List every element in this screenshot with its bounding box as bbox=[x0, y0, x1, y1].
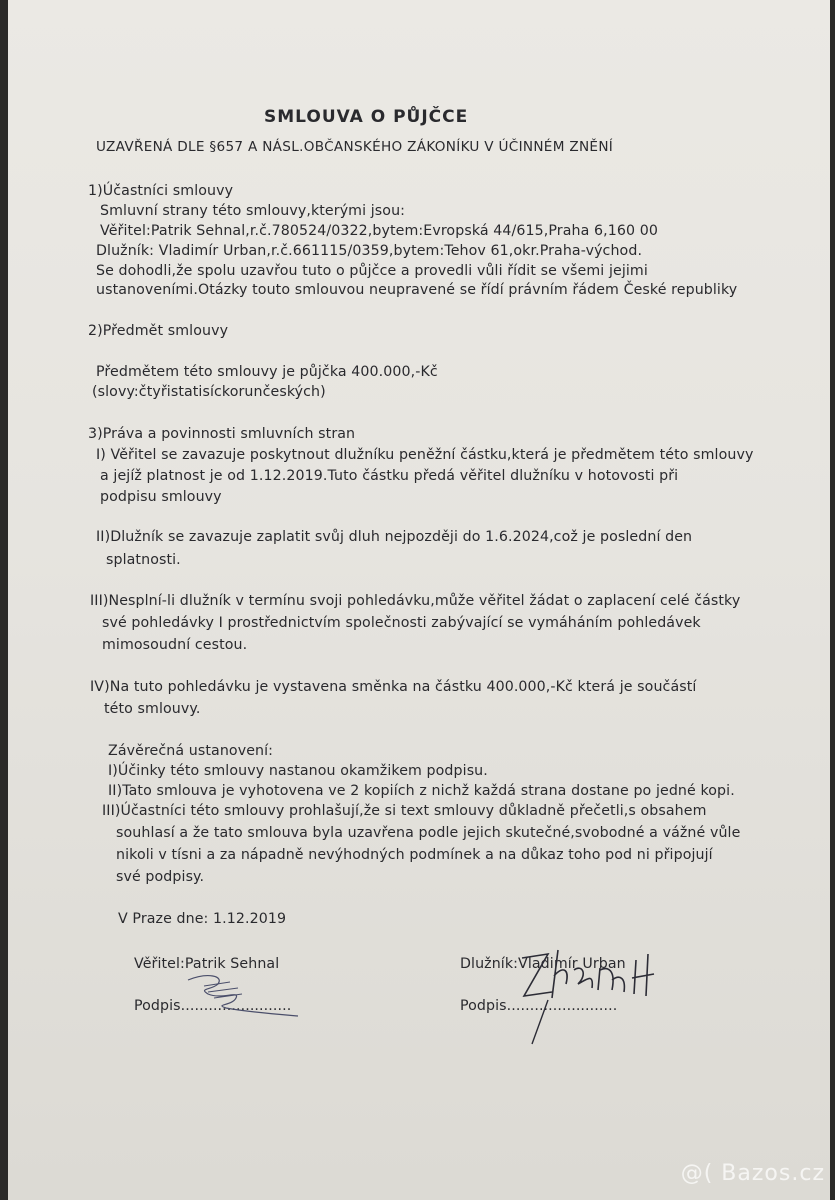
closing-line: III)Účastníci této smlouvy prohlašují,že si text smlouvy důkladně přečetli,s obsahem bbox=[102, 803, 707, 819]
debtor-signature bbox=[508, 940, 668, 1050]
section3-p4-line: této smlouvy. bbox=[104, 701, 201, 717]
document-subtitle: UZAVŘENÁ DLE §657 A NÁSL.OBČANSKÉHO ZÁKONÍKU V ÚČINNÉM ZNĚNÍ bbox=[96, 139, 614, 155]
closing-line: souhlasí a že tato smlouva byla uzavřena podle jejich skutečné,svobodné a vážné vůle bbox=[116, 825, 741, 841]
debtor-signature-line: Podpis........................ bbox=[460, 998, 618, 1014]
section3-heading: 3)Práva a povinnosti smluvních stran bbox=[88, 426, 356, 442]
section2-heading: 2)Předmět smlouvy bbox=[88, 323, 229, 339]
section3-p2-line: splatnosti. bbox=[106, 552, 181, 568]
section3-p1-line: podpisu smlouvy bbox=[100, 489, 222, 505]
section1-line: Dlužník: Vladimír Urban,r.č.661115/0359,bytem:Tehov 61,okr.Praha-východ. bbox=[96, 243, 643, 259]
section1-heading: 1)Účastníci smlouvy bbox=[88, 183, 234, 199]
closing-line: nikoli v tísni a za nápadně nevýhodných podmínek a na důkaz toho pod ni připojují bbox=[116, 847, 713, 863]
section3-p1-line: a jejíž platnost je od 1.12.2019.Tuto částku předá věřitel dlužníku v hotovosti při bbox=[100, 468, 679, 484]
creditor-signature bbox=[178, 968, 308, 1020]
creditor-signature-line: Podpis........................ bbox=[134, 998, 292, 1014]
section3-p4-line: IV)Na tuto pohledávku je vystavena směnka na částku 400.000,-Kč která je součástí bbox=[90, 679, 697, 695]
section1-line: Smluvní strany této smlouvy,kterými jsou: bbox=[100, 203, 406, 219]
debtor-label: Dlužník:Vladimír Urban bbox=[460, 956, 626, 972]
section1-line: Se dohodli,že spolu uzavřou tuto o půjčce a provedli vůli řídit se všemi jejimi bbox=[96, 263, 648, 279]
closing-line: II)Tato smlouva je vyhotovena ve 2 kopiích z nichž každá strana dostane po jedné kopi. bbox=[108, 783, 735, 799]
section2-line: (slovy:čtyřistatisíckorunčeských) bbox=[92, 384, 326, 400]
section3-p3-line: III)Nesplní-li dlužník v termínu svoji pohledávku,může věřitel žádat o zaplacení celé částky bbox=[90, 593, 741, 609]
section2-line: Předmětem této smlouvy je půjčka 400.000,-Kč bbox=[96, 364, 438, 380]
section3-p3-line: mimosoudní cestou. bbox=[102, 637, 248, 653]
closing-line: I)Účinky této smlouvy nastanou okamžikem podpisu. bbox=[108, 763, 488, 779]
section3-p1-line: I) Věřitel se zavazuje poskytnout dlužníku peněžní částku,která je předmětem této smlouvy bbox=[96, 447, 754, 463]
section1-line: Věřitel:Patrik Sehnal,r.č.780524/0322,bytem:Evropská 44/615,Praha 6,160 00 bbox=[100, 223, 659, 239]
section1-line: ustanoveními.Otázky touto smlouvou neupravené se řídí právním řádem České republiky bbox=[96, 282, 738, 298]
closing-line: své podpisy. bbox=[116, 869, 205, 885]
creditor-label: Věřitel:Patrik Sehnal bbox=[134, 956, 280, 972]
bazos-watermark: @( Bazos.cz bbox=[680, 1161, 825, 1186]
section3-p3-line: své pohledávky I prostřednictvím společnosti zabývající se vymáháním pohledávek bbox=[102, 615, 701, 631]
closing-heading: Závěrečná ustanovení: bbox=[108, 743, 274, 759]
contract-page bbox=[8, 0, 830, 1200]
place-date: V Praze dne: 1.12.2019 bbox=[118, 911, 287, 927]
section3-p2-line: II)Dlužník se zavazuje zaplatit svůj dluh nejpozději do 1.6.2024,což je poslední den bbox=[96, 529, 693, 545]
document-title: SMLOUVA O PŮJČCE bbox=[264, 107, 469, 127]
